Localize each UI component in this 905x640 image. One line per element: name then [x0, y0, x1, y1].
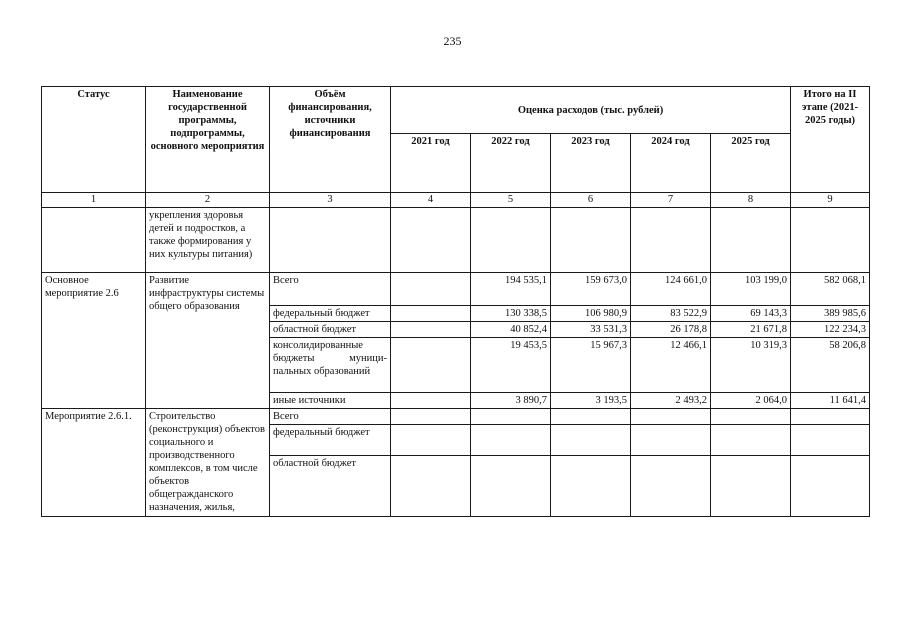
value-2024: 2 493,2 [631, 393, 711, 409]
cell-empty [471, 409, 551, 425]
value-2024: 83 522,9 [631, 306, 711, 322]
table-row [42, 273, 870, 306]
cell-empty [711, 409, 791, 425]
value-2022: 40 852,4 [471, 322, 551, 338]
column-number: 9 [791, 193, 870, 208]
value-2024: 26 178,8 [631, 322, 711, 338]
cell-empty [711, 208, 791, 273]
cell-empty [391, 425, 471, 456]
column-number: 3 [270, 193, 391, 208]
page-number: 235 [443, 34, 462, 48]
header-year: 2024 год [631, 134, 711, 193]
value-total: 582 068,1 [791, 273, 870, 306]
cell-empty [471, 456, 551, 517]
cell-empty [791, 456, 870, 517]
value-2022: 3 890,7 [471, 393, 551, 409]
value-2023: 106 980,9 [551, 306, 631, 322]
value-total: 11 641,4 [791, 393, 870, 409]
column-number: 2 [146, 193, 270, 208]
column-number: 5 [471, 193, 551, 208]
column-number: 1 [42, 193, 146, 208]
cell-empty [42, 208, 146, 273]
cell-empty [791, 425, 870, 456]
column-number: 8 [711, 193, 791, 208]
header-year: 2025 год [711, 134, 791, 193]
funding-source: областной бюджет [270, 456, 391, 517]
value-2022: 130 338,5 [471, 306, 551, 322]
cell-empty [551, 425, 631, 456]
cell-empty [471, 425, 551, 456]
continuation-text: укрепления здоровья детей и подростков, а также формирования у них культуры питания) [146, 208, 270, 273]
funding-source: Всего [270, 273, 391, 306]
cell-empty [631, 425, 711, 456]
value-2021 [391, 273, 471, 306]
funding-source: федеральный бюджет [270, 306, 391, 322]
column-number: 6 [551, 193, 631, 208]
column-number: 7 [631, 193, 711, 208]
funding-source: консолидированные бюджеты муници-пальных образований [270, 338, 391, 393]
value-2025: 69 143,3 [711, 306, 791, 322]
table-row [42, 208, 870, 273]
value-total: 122 234,3 [791, 322, 870, 338]
value-2025: 103 199,0 [711, 273, 791, 306]
value-2022: 19 453,5 [471, 338, 551, 393]
cell-empty [391, 208, 471, 273]
value-2021 [391, 322, 471, 338]
header-total: Итого на II этапе (2021-2025 годы) [791, 87, 870, 193]
header-status: Статус [42, 87, 146, 193]
value-2023: 33 531,3 [551, 322, 631, 338]
header-estimate: Оценка расходов (тыс. рублей) [391, 87, 791, 134]
cell-empty [471, 208, 551, 273]
cell-empty [631, 409, 711, 425]
cell-empty [631, 456, 711, 517]
main-event-name: Развитие инфраструктуры системы общего образования [146, 273, 270, 409]
header-row [42, 87, 870, 134]
event-name: Строительство (реконструкция) объектов социального и производственного комплексов, в том числе объектов общегражданского назначения, жилья, [146, 409, 270, 517]
cell-empty [711, 456, 791, 517]
header-year: 2023 год [551, 134, 631, 193]
funding-source: иные источники [270, 393, 391, 409]
funding-source: Всего [270, 409, 391, 425]
value-2023: 15 967,3 [551, 338, 631, 393]
funding-source: федеральный бюджет [270, 425, 391, 456]
table-row [42, 409, 870, 425]
value-total: 58 206,8 [791, 338, 870, 393]
event-status: Мероприятие 2.6.1. [42, 409, 146, 517]
value-2023: 159 673,0 [551, 273, 631, 306]
value-2023: 3 193,5 [551, 393, 631, 409]
value-2021 [391, 338, 471, 393]
column-numbers-row [42, 193, 870, 208]
cell-empty [631, 208, 711, 273]
cell-empty [391, 409, 471, 425]
header-year: 2021 год [391, 134, 471, 193]
header-year: 2022 год [471, 134, 551, 193]
cell-empty [711, 425, 791, 456]
value-2025: 2 064,0 [711, 393, 791, 409]
value-2025: 21 671,8 [711, 322, 791, 338]
cell-empty [551, 409, 631, 425]
cell-empty [791, 208, 870, 273]
value-2024: 12 466,1 [631, 338, 711, 393]
value-2022: 194 535,1 [471, 273, 551, 306]
value-2025: 10 319,3 [711, 338, 791, 393]
finance-table [41, 86, 870, 517]
cell-empty [391, 456, 471, 517]
funding-source: областной бюджет [270, 322, 391, 338]
cell-empty [551, 456, 631, 517]
value-2021 [391, 306, 471, 322]
header-volume: Объём финансирования, источники финансирования [270, 87, 391, 193]
cell-empty [791, 409, 870, 425]
main-event-status: Основное мероприятие 2.6 [42, 273, 146, 409]
cell-empty [270, 208, 391, 273]
header-name: Наименование государственной программы, подпрограммы, основного мероприятия [146, 87, 270, 193]
column-number: 4 [391, 193, 471, 208]
value-2024: 124 661,0 [631, 273, 711, 306]
value-2021 [391, 393, 471, 409]
cell-empty [551, 208, 631, 273]
value-total: 389 985,6 [791, 306, 870, 322]
